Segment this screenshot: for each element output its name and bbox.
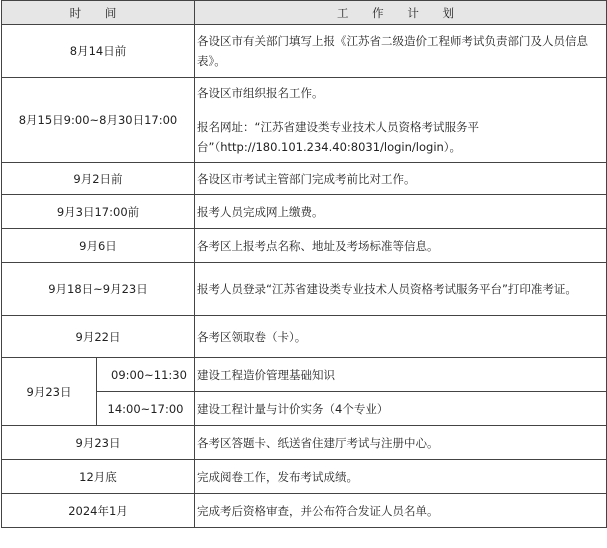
row-plan: 各考区答题卡、纸送省住建厅考试与注册中心。 [195,426,607,460]
header-time: 时 间 [2,1,195,25]
row-time: 2024年1月 [2,494,195,528]
table-row [2,263,607,316]
schedule-table [1,0,607,528]
row-plan-line: 各设区市组织报名工作。 [197,86,324,100]
row-plan [195,78,607,163]
session-time: 09:00~11:30 [97,358,195,392]
table-row [2,358,607,392]
row-time: 9月3日17:00前 [2,195,195,229]
table-row [2,494,607,528]
row-time: 9月23日 [2,426,195,460]
row-time: 9月2日前 [2,163,195,195]
table-row [2,316,607,358]
table-row [2,460,607,494]
row-time: 9月23日 [2,358,97,426]
table-row [2,229,607,263]
row-time: 9月6日 [2,229,195,263]
row-time: 9月22日 [2,316,195,358]
table-row [2,426,607,460]
row-plan: 各考区上报考点名称、地址及考场标准等信息。 [195,229,607,263]
session-plan: 建设工程计量与计价实务（4个专业） [195,392,607,426]
row-plan: 完成考后资格审查，并公布符合发证人员名单。 [195,494,607,528]
session-time: 14:00~17:00 [97,392,195,426]
session-plan: 建设工程造价管理基础知识 [195,358,607,392]
row-plan: 报考人员完成网上缴费。 [195,195,607,229]
row-time: 9月18日~9月23日 [2,263,195,316]
row-plan-line: 报名网址：“江苏省建设类专业技术人员资格考试服务平台”（http://180.101.234.40:8031/login/login）。 [197,120,479,154]
row-plan: 报考人员登录“江苏省建设类专业技术人员资格考试服务平台”打印准考证。 [195,263,607,316]
header-plan: 工 作 计 划 [195,1,607,25]
table-row [2,25,607,78]
table-header-row [2,1,607,25]
table-row [2,163,607,195]
row-time: 12月底 [2,460,195,494]
table-row [2,78,607,163]
row-plan: 各考区领取卷（卡）。 [195,316,607,358]
row-time: 8月14日前 [2,25,195,78]
row-plan: 各设区市考试主管部门完成考前比对工作。 [195,163,607,195]
row-plan: 各设区市有关部门填写上报《江苏省二级造价工程师考试负责部门及人员信息表》。 [195,25,607,78]
row-time: 8月15日9:00~8月30日17:00 [2,78,195,163]
table-row [2,195,607,229]
row-plan: 完成阅卷工作，发布考试成绩。 [195,460,607,494]
